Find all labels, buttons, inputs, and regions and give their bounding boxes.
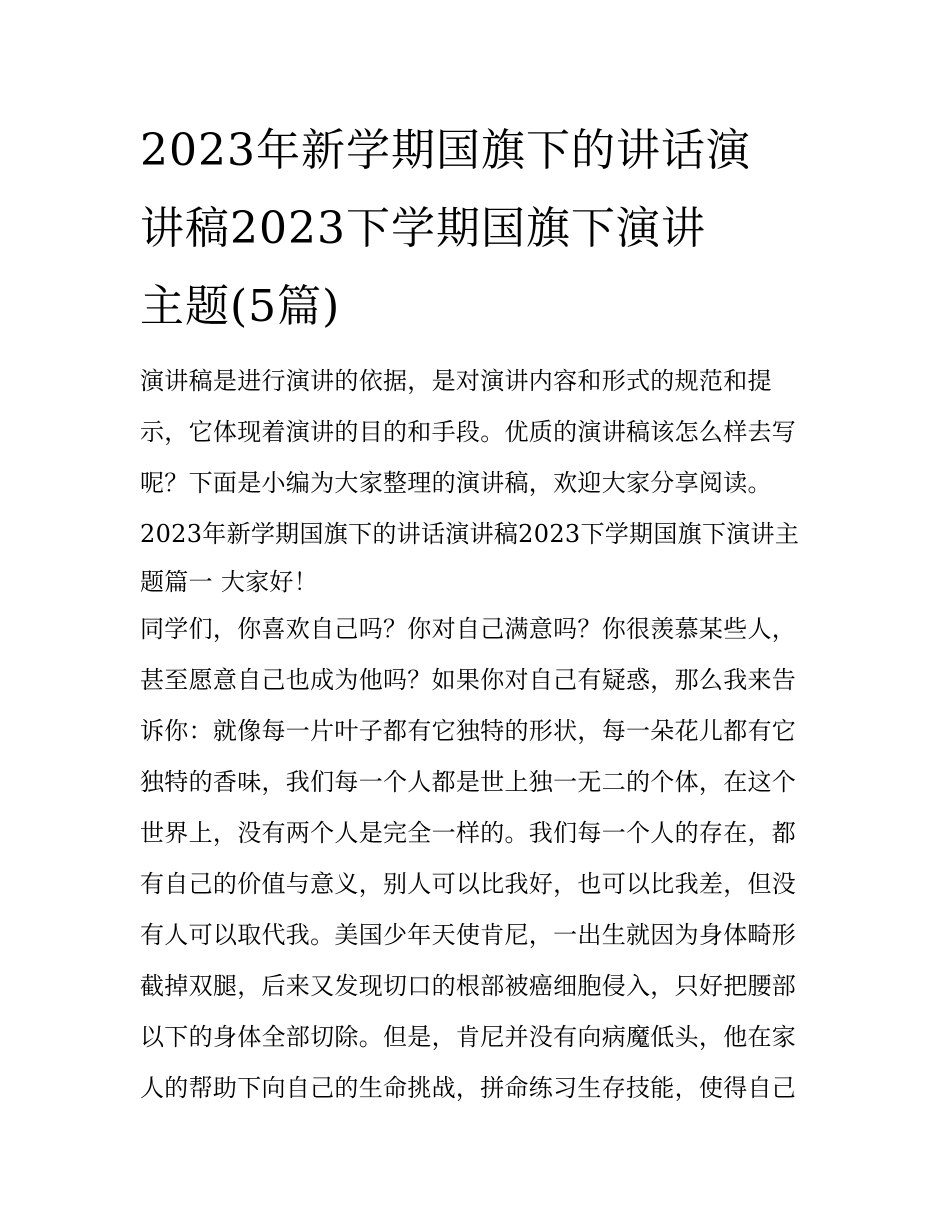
body-line-5: 题篇一 大家好！ (140, 568, 319, 596)
body-line-14: 以下的身体全部切除。但是，肯尼并没有向病魔低头，他在家 (140, 1023, 797, 1051)
body-line-8: 诉你：就像每一片叶子都有它独特的形状，每一朵花儿都有它 (140, 717, 797, 745)
document-title (140, 112, 820, 346)
body-line-10: 世界上，没有两个人是完全一样的。我们每一个人的存在，都 (140, 819, 797, 847)
body-line-2: 示，它体现着演讲的目的和手段。优质的演讲稿该怎么样去写 (140, 418, 797, 446)
body-line-3: 呢？下面是小编为大家整理的演讲稿，欢迎大家分享阅读。 (140, 469, 772, 497)
body-line-1: 演讲稿是进行演讲的依据，是对演讲内容和形式的规范和提 (140, 367, 772, 395)
body-line-15: 人的帮助下向自己的生命挑战，拼命练习生存技能，使得自己 (140, 1074, 797, 1102)
title-line-2: 讲稿2023下学期国旗下演讲 (140, 203, 706, 254)
title-line-1: 2023年新学期国旗下的讲话演 (140, 125, 751, 176)
body-line-4: 2023年新学期国旗下的讲话演讲稿2023下学期国旗下演讲主 (140, 520, 800, 548)
body-line-11: 有自己的价值与意义，别人可以比我好，也可以比我差，但没 (140, 870, 797, 898)
title-line-3: 主题(5篇) (140, 281, 341, 332)
body-line-13: 截掉双腿，后来又发现切口的根部被癌细胞侵入，只好把腰部 (140, 972, 797, 1000)
body-line-7: 甚至愿意自己也成为他吗？如果你对自己有疑惑，那么我来告 (140, 666, 797, 694)
body-line-6: 同学们，你喜欢自己吗？你对自己满意吗？你很羡慕某些人， (140, 615, 797, 643)
body-line-12: 有人可以取代我。美国少年天使肯尼，一出生就因为身体畸形 (140, 921, 797, 949)
document-body (140, 356, 820, 1114)
body-line-9: 独特的香味，我们每一个人都是世上独一无二的个体，在这个 (140, 768, 797, 796)
